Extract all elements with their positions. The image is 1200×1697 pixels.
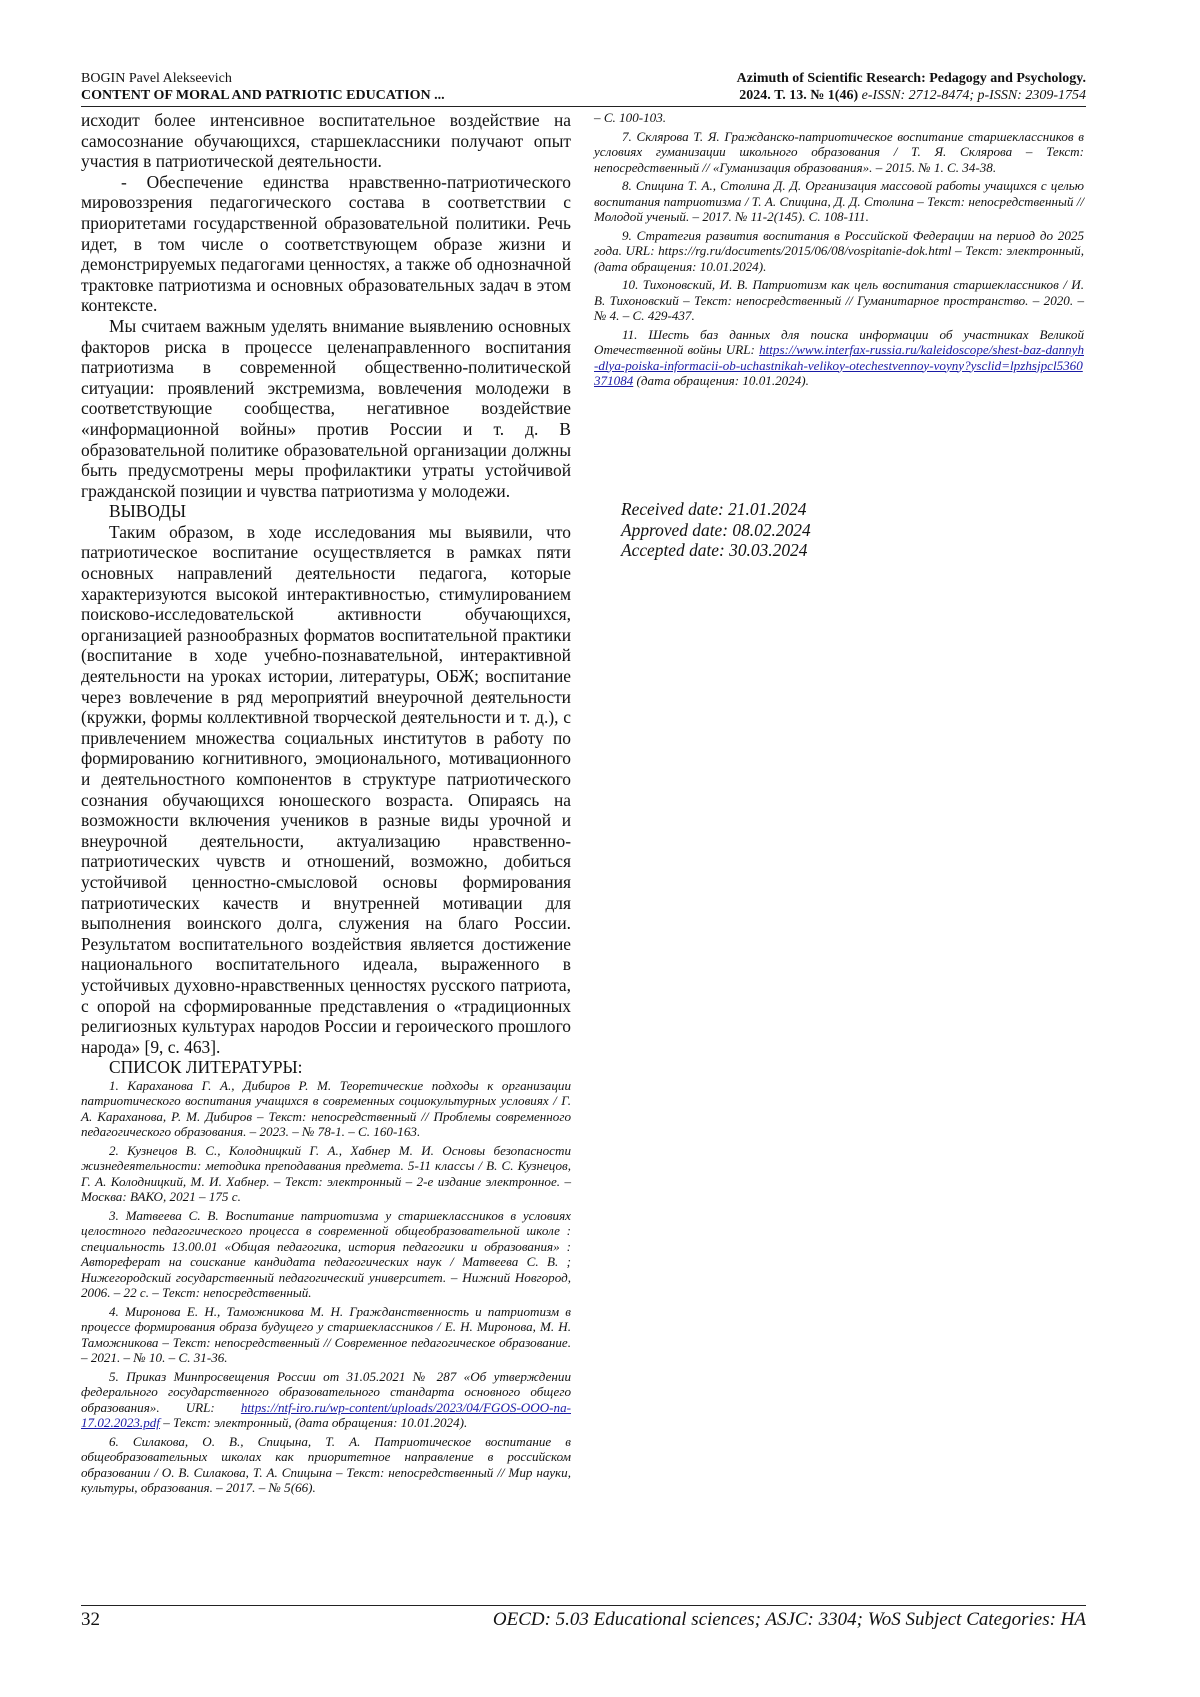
submission-dates: [621, 499, 811, 561]
approved-date: Approved date: 08.02.2024: [621, 519, 811, 540]
reference-item: 6. Силакова, О. В., Спицына, Т. А. Патриотическое воспитание в общеобразовательных школах как приоритетное направление в российском образовании / О. В. Силакова, Т. А. Спицына – Текст: непосредственный // Мир науки, культуры, образования. – 2017. – № 5(66).: [81, 1433, 571, 1496]
reference-item: [81, 1369, 571, 1431]
accepted-date: Accepted date: 30.03.2024: [621, 540, 808, 560]
reference-text: – Текст: электронный, (дата обращения: 10.01.2024).: [159, 1415, 468, 1431]
body-paragraph: - Обеспечение единства нравственно-патриотического мировоззрения педагогического состава в соответствии с приоритетами государственной образовательной политики. Речь идет, в том числе о соответствующем образе жизни и демонстрируемых педагогами ценностях, а также об однозначной трактовке патриотизма и основных образовательных задач в этом контексте.: [81, 171, 571, 316]
header-right: [616, 70, 1086, 104]
reference-item: 8. Спицина Т. А., Столина Д. Д. Организация массовой работы учащихся с целью воспитания патриотизма / Т. А. Спицина, Д. Д. Столина – Текст: непосредственный // Молодой ученый. – 2017. № 11-2(145). С. 108-111.: [594, 178, 1084, 224]
header-divider: [81, 106, 1086, 107]
reference-item: 2. Кузнецов В. С., Колодницкий Г. А., Хабнер М. И. Основы безопасности жизнедеятельности: методика преподавания предмета. 5-11 классы / В. С. Кузнецов, Г. А. Колодницкий, М. И. Хабнер. – Текст: электронный – 2-е издание электронное. – Москва: ВАКО, 2021 – 175 с.: [81, 1142, 571, 1205]
body-paragraph: исходит более интенсивное воспитательное воздействие на самосознание обучающихся, старшеклассники получают опыт участия в патриотической деятельности.: [81, 110, 571, 172]
reference-link[interactable]: https://www.interfax-russia.ru/kaleidoscope/shest-baz-dannyh-dlya-poiska-informacii-ob-uchastnikah-velikoy-otechestvennoy-voyny?ysclid=lpzhsjpcl5360371084: [594, 342, 1084, 388]
reference-link[interactable]: https://ntf-iro.ru/wp-content/uploads/2023/04/FGOS-OOO-na-17.02.2023.pdf: [81, 1399, 571, 1431]
references-heading: СПИСОК ЛИТЕРАТУРЫ:: [109, 1057, 303, 1078]
reference-text: 5. Приказ Минпросвещения России от 31.05.2021 № 287 «Об утверждении федерального государственного образовательного стандарта основного общего образования». URL:: [81, 1368, 571, 1415]
header-issue: 2024. Т. 13. № 1(46): [739, 88, 859, 103]
reference-item: 3. Матвеева С. В. Воспитание патриотизма у старшеклассников в условиях целостного педагогического процесса в современной общеобразовательной школе : специальность 13.00.01 «Общая педагогика, история педагогики и образования» : Автореферат на соискание кандидата педагогических наук / Матвеева С. В. ; Нижегородский государственный педагогический университет. – Нижний Новгород, 2006. – 22 с. – Текст: непосредственный.: [81, 1207, 571, 1301]
header-author: BOGIN Pavel Alekseevich: [81, 71, 232, 86]
reference-text: 11. Шесть баз данных для поиска информации об участниках Великой Отечественной войны URL:: [594, 326, 1084, 357]
right-column: [594, 110, 1084, 392]
body-paragraph: Таким образом, в ходе исследования мы выявили, что патриотическое воспитание осуществляется в рамках пяти основных направлений деятельности педагога, которые характеризуются высокой интерактивностью, стимулированием поисково-исследовательской активности обучающихся, организацией разнообразных форматов воспитательной практики (воспитание в ходе учебно-познавательной, интерактивной деятельности на уроках истории, литературы, ОБЖ; воспитание через вовлечение в ряд мероприятий внеурочной деятельности (кружки, формы коллективной творческой деятельности и т. д.), с привлечением множества социальных институтов в работу по формированию когнитивного, эмоционального, мотивационного и деятельностного компонентов в структуре патриотического сознания обучающихся юношеского возраста. Опираясь на возможности включения учеников в разные виды урочной и внеурочной деятельности, актуализацию нравственно-патриотических чувств и отношений, возможно, добиться устойчивой ценностно-смысловой основы формирования патриотических качеств и внутренней мотивации для выполнения воинского долга, служения на благо России. Результатом воспитательного воздействия является достижение национального воспитательного идеала, выраженного в устойчивых духовно-нравственных ценностях русского патриота, с опорой на сформированные представления о «традиционных религиозных культурах народов России и героического прошлого народа» [9, с. 463].: [81, 521, 571, 1057]
reference-item: 1. Караханова Г. А., Дибиров Р. М. Теоретические подходы к организации патриотического воспитания учащихся в современных социокультурных условиях / Г. А. Караханова, Р. М. Дибиров – Текст: непосредственный // Проблемы современного педагогического образования. – 2023. – № 78-1. – С. 160-163.: [81, 1077, 571, 1140]
reference-text: (дата обращения: 10.01.2024).: [633, 373, 809, 388]
body-paragraph: Мы считаем важным уделять внимание выявлению основных факторов риска в процессе целенаправленного воспитания патриотизма в современной общественно-политической ситуации: проявлений экстремизма, вовлечения молодежи в соответствующие сообщества, негативное воздействие «информационной войны» против России и т. д. В образовательной политике образовательной организации должны быть предусмотрены меры профилактики утраты устойчивой гражданской позиции и чувства патриотизма у молодежи.: [81, 315, 571, 501]
header-issn: e-ISSN: 2712-8474; p-ISSN: 2309-1754: [858, 88, 1086, 103]
reference-item: [594, 327, 1084, 389]
header-left: [81, 70, 601, 104]
header-article-title: CONTENT OF MORAL AND PATRIOTIC EDUCATION ...: [81, 88, 445, 103]
left-column: [81, 110, 571, 1499]
reference-item: 7. Склярова Т. Я. Гражданско-патриотическое воспитание старшеклассников в условиях гуманизации школьного образования / Т. Я. Склярова – Текст: непосредственный // «Гуманизация образования». – 2015. № 1. С. 34-38.: [594, 128, 1084, 175]
reference-item: 9. Стратегия развития воспитания в Российской Федерации на период до 2025 года. URL: https://rg.ru/documents/2015/06/08/vospitanie-dok.html – Текст: электронный, (дата обращения: 10.01.2024).: [594, 227, 1084, 274]
conclusions-heading: ВЫВОДЫ: [109, 501, 187, 522]
subject-classification: OECD: 5.03 Educational sciences; ASJC: 3304; WoS Subject Categories: HA: [492, 1609, 1086, 1630]
reference-continuation: – С. 100-103.: [594, 110, 667, 125]
footer-divider: [81, 1605, 1086, 1606]
header-journal-name: Azimuth of Scientific Research: Pedagogy and Psychology.: [736, 71, 1086, 86]
received-date: Received date: 21.01.2024: [621, 499, 807, 519]
page-number: 32: [81, 1609, 100, 1630]
reference-item: 4. Миронова Е. Н., Таможникова М. Н. Гражданственность и патриотизм в процессе формирования образа будущего у старшеклассников / Е. Н. Миронова, М. Н. Таможникова – Текст: непосредственный // Современное педагогическое образование. – 2021. – № 10. – С. 31-36.: [81, 1303, 571, 1366]
header-issue-line: [616, 87, 1086, 104]
reference-item: 10. Тихоновский, И. В. Патриотизм как цель воспитания старшеклассников / И. В. Тихоновский – Текст: непосредственный // Гуманитарное пространство. – 2020. – № 4. – С. 429-437.: [594, 277, 1084, 323]
